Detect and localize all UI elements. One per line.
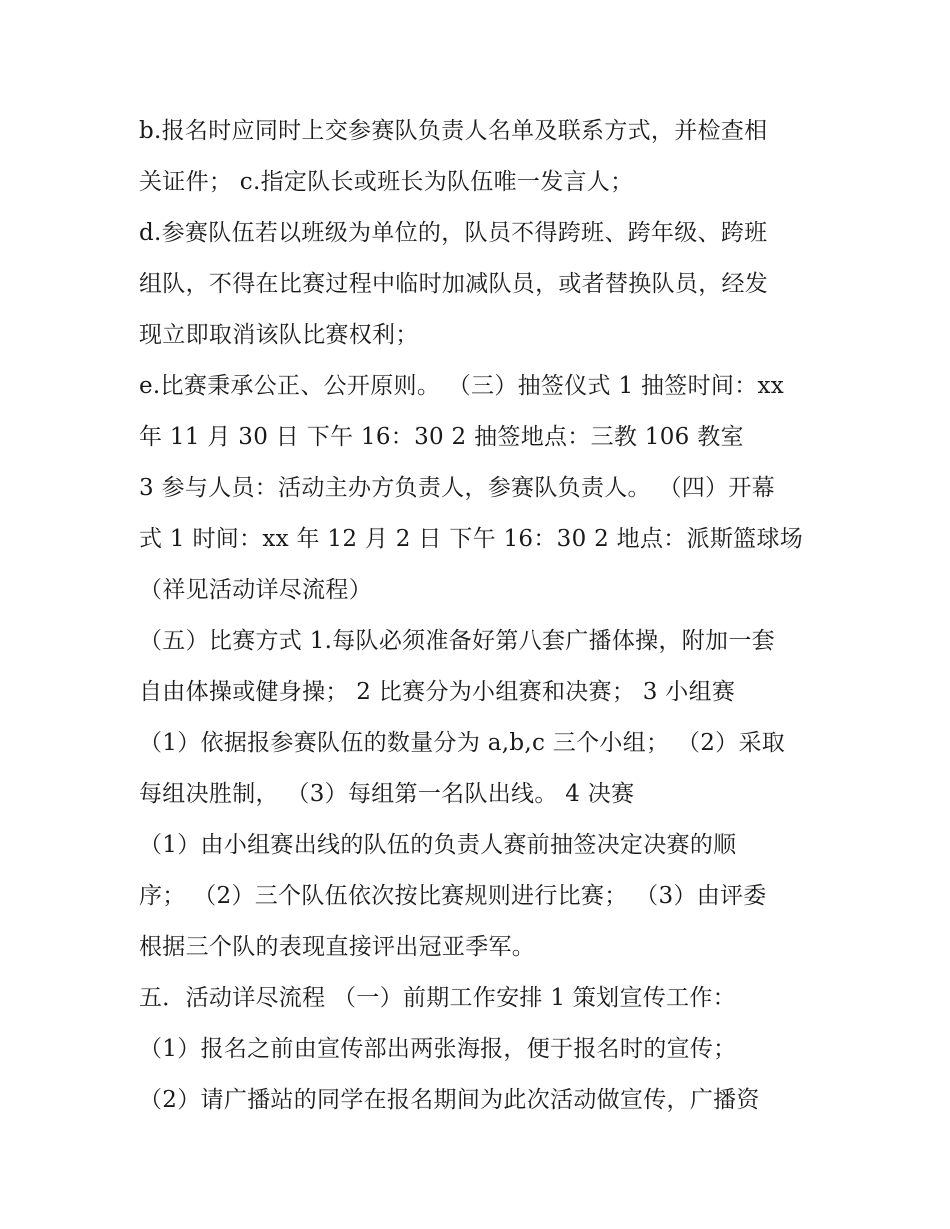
text-line: （五）比赛方式 1.每队必须准备好第八套广播体操，附加一套: [139, 628, 775, 654]
text-line: e.比赛秉承公正、公开原则。 （三）抽签仪式 1 抽签时间：xx: [139, 373, 785, 399]
text-line: （祥见活动详尽流程）: [139, 577, 372, 603]
text-line: 3 参与人员：活动主办方负责人，参赛队负责人。 （四）开幕: [139, 475, 775, 501]
text-line: （1）依据报参赛队伍的数量分为 a,b,c 三个小组； （2）采取: [139, 730, 786, 756]
text-line: 每组决胜制， （3）每组第一名队出线。 4 决赛: [139, 781, 635, 807]
text-line: b.报名时应同时上交参赛队负责人名单及联系方式，并检查相: [139, 118, 768, 144]
text-line: 组队，不得在比赛过程中临时加减队员，或者替换队员，经发: [139, 271, 769, 297]
text-line: 自由体操或健身操； 2 比赛分为小组赛和决赛； 3 小组赛: [139, 679, 736, 705]
text-line: （1）报名之前由宣传部出两张海报，便于报名时的宣传；: [139, 1036, 737, 1062]
text-line: 关证件； c.指定队长或班长为队伍唯一发言人；: [139, 169, 634, 195]
document-body: [139, 106, 829, 1126]
text-line: d.参赛队伍若以班级为单位的，队员不得跨班、跨年级、跨班: [139, 220, 768, 246]
text-line: （1）由小组赛出线的队伍的负责人赛前抽签决定决赛的顺: [139, 832, 737, 858]
text-line: 序； （2）三个队伍依次按比赛规则进行比赛； （3）由评委: [139, 883, 767, 909]
text-line: （2）请广播站的同学在报名期间为此次活动做宣传，广播资: [139, 1087, 760, 1113]
text-line: 年 11 月 30 日 下午 16：30 2 抽签地点：三教 106 教室: [139, 424, 744, 450]
text-line: 五．活动详尽流程 （一）前期工作安排 1 策划宣传工作：: [139, 985, 736, 1011]
text-line: 式 1 时间：xx 年 12 月 2 日 下午 16：30 2 地点：派斯篮球场: [139, 526, 804, 552]
text-line: 根据三个队的表现直接评出冠亚季军。: [139, 934, 536, 960]
text-line: 现立即取消该队比赛权利；: [139, 322, 419, 348]
